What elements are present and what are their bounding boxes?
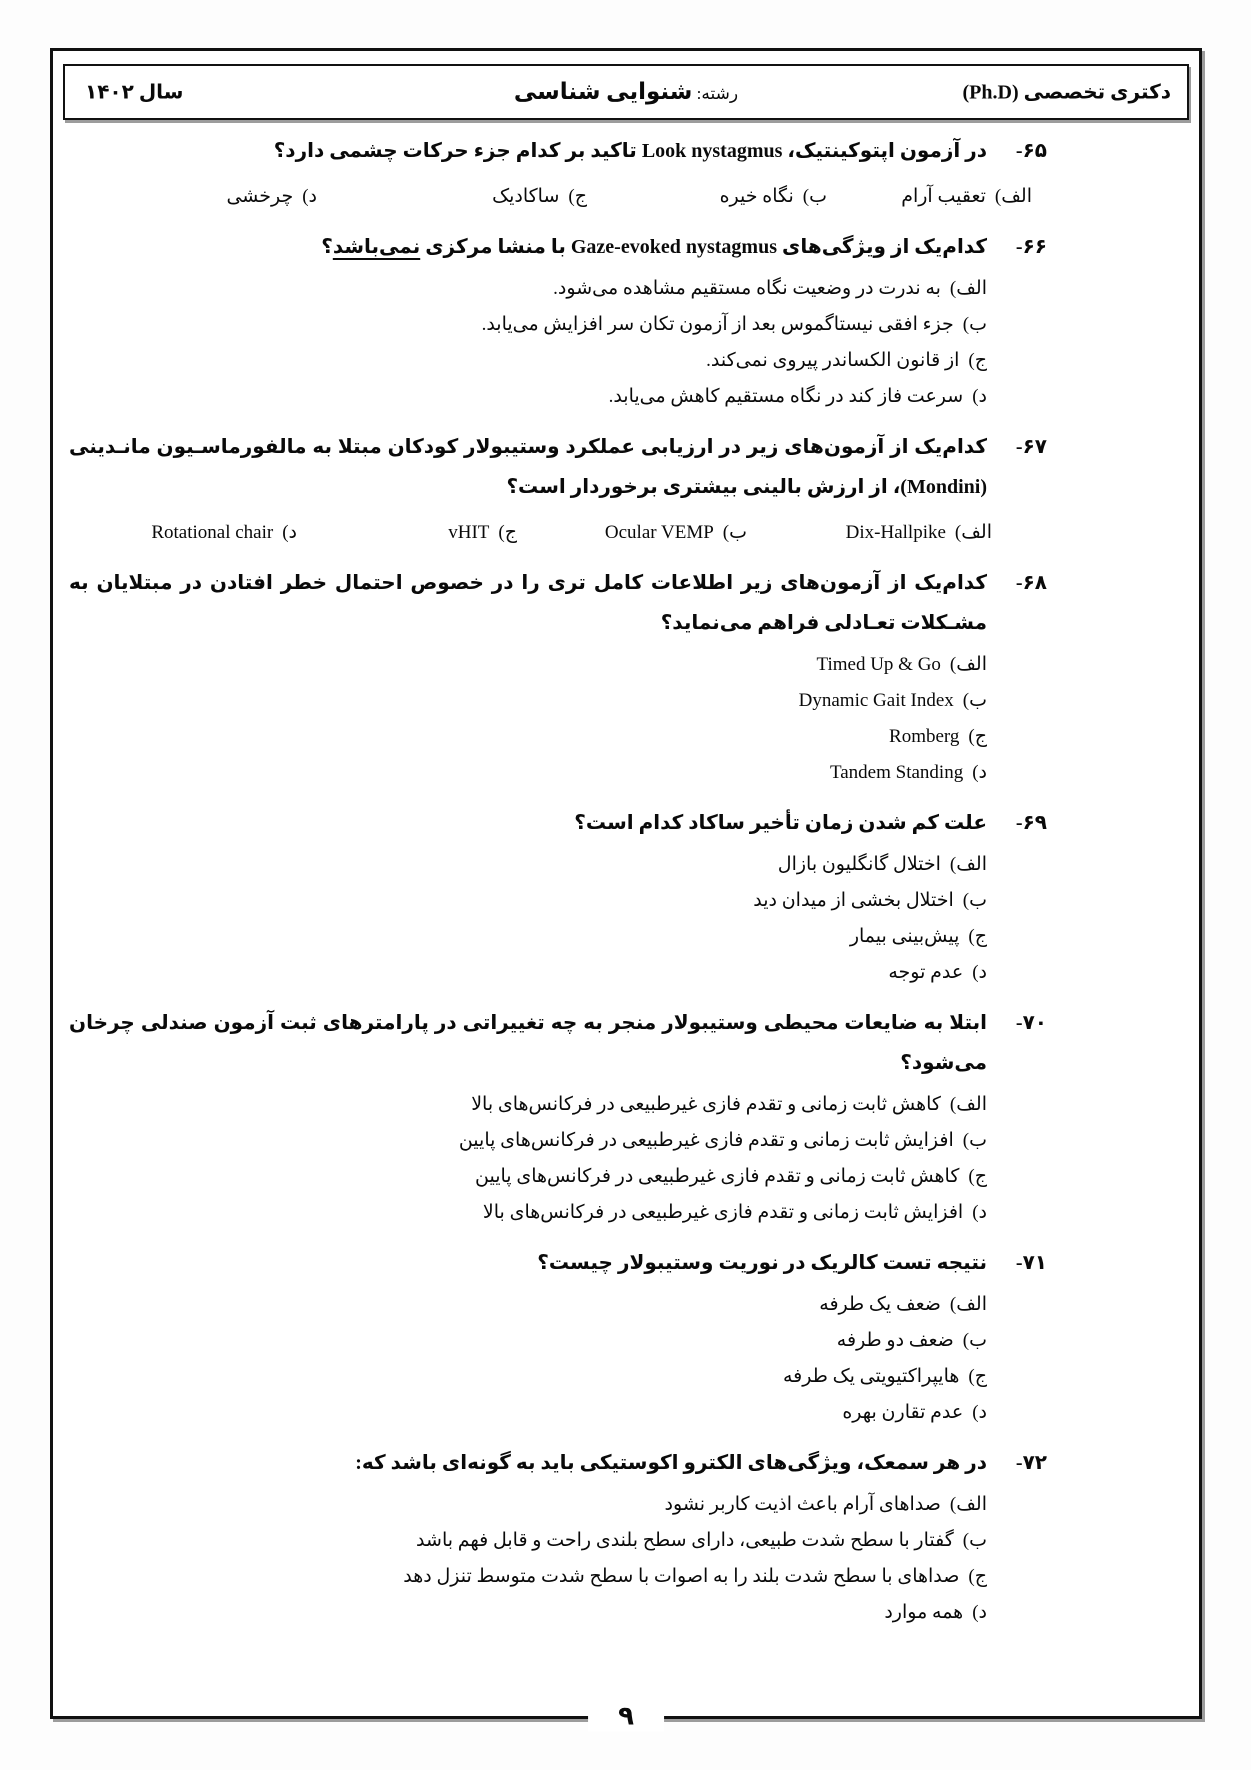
option-text: Timed Up & Go [816, 654, 941, 675]
exam-header [63, 64, 1189, 120]
option-item [517, 515, 747, 551]
option-label: ب) [802, 186, 827, 207]
options-list [69, 847, 987, 991]
option-label: د) [972, 962, 987, 983]
option-item [69, 179, 317, 215]
option-item [69, 1159, 987, 1195]
page-number: ۹ [588, 1702, 664, 1732]
options-list [69, 1287, 987, 1431]
option-text: گفتار با سطح شدت طبیعی، دارای سطح بلندی راحت و قابل فهم باشد [416, 1530, 954, 1551]
option-item [69, 1195, 987, 1231]
option-text: سرعت فاز کند در نگاه مستقیم کاهش می‌یابد. [608, 386, 964, 407]
option-text: کاهش ثابت زمانی و تقدم فازی غیرطبیعی در فرکانس‌های پایین [475, 1166, 960, 1187]
option-label: الف) [994, 186, 1032, 207]
option-label: الف) [949, 1094, 987, 1115]
question-stem: نتیجه تست کالریک در نوریت وستیبولار چیست؟ [537, 1252, 987, 1274]
option-text: از قانون الکساندر پیروی نمی‌کند. [706, 350, 960, 371]
option-label: ج) [968, 350, 987, 371]
question-number: ۶۶- [1015, 236, 1047, 258]
question-70 [69, 1003, 1047, 1231]
option-item [69, 1123, 987, 1159]
option-item [69, 343, 987, 379]
option-item [317, 179, 587, 215]
question-69 [69, 803, 1047, 991]
option-label: ج) [968, 726, 987, 747]
option-text: چرخشی [226, 186, 294, 207]
option-label: د) [972, 762, 987, 783]
option-text: vHIT [448, 522, 490, 543]
question-number: ۷۰- [1015, 1012, 1047, 1034]
option-label: ج) [968, 926, 987, 947]
question-72 [69, 1443, 1047, 1631]
option-label: ج) [968, 1566, 987, 1587]
option-label: ج) [568, 186, 587, 207]
option-text: به ندرت در وضعیت نگاه مستقیم مشاهده می‌شود. [553, 278, 941, 299]
option-text: Ocular VEMP [604, 522, 714, 543]
option-text: نگاه خیره [719, 186, 794, 207]
option-text: عدم توجه [888, 962, 964, 983]
option-text: Romberg [889, 726, 960, 747]
option-label: د) [972, 1402, 987, 1423]
options-list [69, 647, 987, 791]
option-item [69, 515, 297, 551]
option-label: ب) [962, 890, 987, 911]
option-label: الف) [949, 1494, 987, 1515]
option-item [69, 847, 987, 883]
option-label: الف) [949, 654, 987, 675]
question-number: ۷۱- [1015, 1252, 1047, 1274]
question-number: ۶۵- [1015, 140, 1047, 162]
option-label: ج) [968, 1366, 987, 1387]
option-label: الف) [949, 278, 987, 299]
option-label: د) [302, 186, 317, 207]
option-label: الف) [949, 1294, 987, 1315]
option-text: جزء افقی نیستاگموس بعد از آزمون تکان سر افزایش می‌یابد. [481, 314, 954, 335]
option-text: ضعف یک طرفه [819, 1294, 941, 1315]
option-label: ج) [498, 522, 517, 543]
option-label: د) [972, 386, 987, 407]
option-item [69, 755, 987, 791]
header-year: سال ۱۴۰۲ [85, 81, 184, 104]
option-text: ضعف دو طرفه [836, 1330, 954, 1351]
option-text: اختلال گانگلیون بازال [777, 854, 941, 875]
option-label: ب) [962, 1130, 987, 1151]
option-label: ج) [968, 1166, 987, 1187]
option-text: Dynamic Gait Index [798, 690, 954, 711]
option-item [587, 179, 827, 215]
header-degree-title: دکتری تخصصی (Ph.D) [962, 81, 1171, 104]
options-row [69, 179, 1032, 215]
option-text: پیش‌بینی بیمار [849, 926, 960, 947]
page-frame [50, 48, 1202, 1731]
option-label: ب) [722, 522, 747, 543]
options-list [69, 1487, 987, 1631]
option-item [69, 883, 987, 919]
questions-area [69, 131, 1047, 1643]
question-stem: کدام‌یک از ویژگی‌های Gaze-evoked nystagmus با منشا مرکزی نمی‌باشد؟ [321, 236, 987, 258]
option-label: ب) [962, 690, 987, 711]
option-item [69, 1487, 987, 1523]
header-field [65, 79, 1187, 105]
question-66 [69, 227, 1047, 415]
option-item [747, 515, 992, 551]
question-stem: علت کم شدن زمان تأخیر ساکاد کدام است؟ [574, 812, 987, 834]
option-text: صداهای آرام باعث اذیت کاربر نشود [664, 1494, 941, 1515]
option-label: الف) [949, 854, 987, 875]
option-label: د) [972, 1202, 987, 1223]
header-field-value: شنوایی شناسی [513, 79, 693, 104]
option-label: الف) [954, 522, 992, 543]
option-item [69, 919, 987, 955]
question-67 [69, 427, 1047, 551]
option-item [69, 379, 987, 415]
option-item [69, 1523, 987, 1559]
option-label: د) [282, 522, 297, 543]
option-item [69, 1595, 987, 1631]
option-text: کاهش ثابت زمانی و تقدم فازی غیرطبیعی در فرکانس‌های بالا [471, 1094, 941, 1115]
question-number: ۶۸- [1015, 572, 1047, 594]
options-row [69, 515, 992, 551]
option-text: عدم تقارن بهره [842, 1402, 964, 1423]
option-label: ب) [962, 1530, 987, 1551]
question-stem: کدام‌یک از آزمون‌های زیر در ارزیابی عملکرد وستیبولار کودکان مبتلا به مالفورماسـیون مانـدینی (Mondini)، از ارزش بالینی بیشتری برخوردار است؟ [69, 436, 987, 498]
question-number: ۷۲- [1015, 1452, 1047, 1474]
option-item [69, 1287, 987, 1323]
option-text: Tandem Standing [829, 762, 964, 783]
option-label: ب) [962, 1330, 987, 1351]
question-68 [69, 563, 1047, 791]
option-text: صداهای با سطح شدت بلند را به اصوات با سطح شدت متوسط تنزل دهد [403, 1566, 960, 1587]
option-label: د) [972, 1602, 987, 1623]
question-stem: در آزمون اپتوکینتیک، Look nystagmus تاکید بر کدام جزء حرکات چشمی دارد؟ [273, 140, 987, 162]
header-field-label: رشته: [692, 84, 739, 103]
option-text: تعقیب آرام [901, 186, 986, 207]
option-text: هایپراکتیویتی یک طرفه [782, 1366, 960, 1387]
option-item [69, 1323, 987, 1359]
option-text: Dix-Hallpike [845, 522, 946, 543]
question-stem: در هر سمعک، ویژگی‌های الکترو اکوستیکی باید به گونه‌ای باشد که: [355, 1452, 987, 1474]
option-item [297, 515, 517, 551]
option-item [69, 955, 987, 991]
option-text: افزایش ثابت زمانی و تقدم فازی غیرطبیعی در فرکانس‌های پایین [458, 1130, 954, 1151]
option-text: همه موارد [884, 1602, 964, 1623]
option-item [69, 1359, 987, 1395]
option-item [69, 1087, 987, 1123]
option-item [69, 1559, 987, 1595]
option-item [69, 307, 987, 343]
option-item [827, 179, 1032, 215]
question-71 [69, 1243, 1047, 1431]
options-list [69, 271, 987, 415]
option-text: ساکادیک [492, 186, 560, 207]
question-number: ۶۹- [1015, 812, 1047, 834]
option-item [69, 719, 987, 755]
question-stem: کدام‌یک از آزمون‌های زیر اطلاعات کامل تری را در خصوص احتمال خطر افتادن در مبتلایان به مشـکلات تعـادلی فراهم می‌نماید؟ [69, 572, 987, 634]
option-label: ب) [962, 314, 987, 335]
option-text: اختلال بخشی از میدان دید [753, 890, 954, 911]
underlined-phrase: نمی‌باشد [332, 236, 421, 258]
question-stem: ابتلا به ضایعات محیطی وستیبولار منجر به چه تغییراتی در پارامترهای ثبت آزمون صندلی چرخان می‌شود؟ [69, 1012, 987, 1074]
options-list [69, 1087, 987, 1231]
option-item [69, 271, 987, 307]
option-item [69, 647, 987, 683]
option-item [69, 683, 987, 719]
question-number: ۶۷- [1015, 436, 1047, 458]
option-text: Rotational chair [151, 522, 274, 543]
option-text: افزایش ثابت زمانی و تقدم فازی غیرطبیعی در فرکانس‌های بالا [482, 1202, 964, 1223]
option-item [69, 1395, 987, 1431]
question-65 [69, 131, 1047, 215]
